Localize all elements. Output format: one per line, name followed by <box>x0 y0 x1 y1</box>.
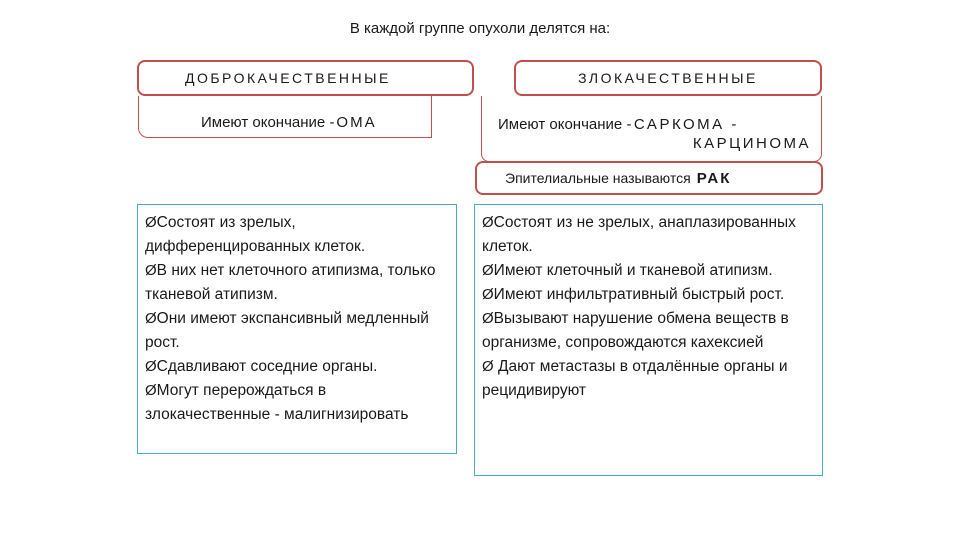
arrow-bullet-icon: Ø <box>145 382 157 399</box>
arrow-bullet-icon: Ø <box>482 286 494 303</box>
malignant-ending-term-1: -САРКОМА - <box>626 116 739 133</box>
list-item: ØМогут перерождаться в злокачественные - малигнизировать <box>145 382 409 423</box>
arrow-bullet-icon: Ø <box>145 214 157 231</box>
malignant-ending-line-1 <box>498 116 811 133</box>
malignant-header <box>514 60 822 96</box>
benign-ending-box <box>138 96 432 138</box>
list-item: ØВызывают нарушение обмена веществ в организме, сопровождаются кахексией <box>482 310 789 351</box>
malignant-header-label: ЗЛОКАЧЕСТВЕННЫЕ <box>578 70 758 86</box>
arrow-bullet-icon: Ø <box>482 358 494 375</box>
list-item: ØОни имеют экспансивный медленный рост. <box>145 310 429 351</box>
list-item: ØСдавливают соседние органы. <box>145 358 378 375</box>
malignant-ending-box <box>481 96 822 162</box>
benign-header-label: ДОБРОКАЧЕСТВЕННЫЕ <box>185 70 391 86</box>
arrow-bullet-icon: Ø <box>145 358 157 375</box>
malignant-ending-prefix: Имеют окончание <box>498 116 623 133</box>
arrow-bullet-icon: Ø <box>482 310 494 327</box>
arrow-bullet-icon: Ø <box>482 262 494 279</box>
benign-ending-prefix: Имеют окончание <box>201 114 326 131</box>
benign-features-list <box>137 204 457 454</box>
benign-ending-term: -ОМА <box>329 114 377 131</box>
list-item: ØИмеют клеточный и тканевой атипизм. <box>482 262 773 279</box>
malignant-features-list <box>474 204 823 476</box>
list-item: ØСостоят из не зрелых, анаплазированных клеток. <box>482 214 796 255</box>
list-item: ØИмеют инфильтративный быстрый рост. <box>482 286 785 303</box>
list-item: ØВ них нет клеточного атипизма, только тканевой атипизм. <box>145 262 436 303</box>
list-item: Ø Дают метастазы в отдалённые органы и рецидивируют <box>482 358 788 399</box>
benign-header <box>137 60 474 96</box>
arrow-bullet-icon: Ø <box>145 310 157 327</box>
malignant-ending-term-2: КАРЦИНОМА <box>692 135 811 152</box>
slide-title: В каждой группе опухоли делятся на: <box>349 20 611 37</box>
epithelial-cancer-box <box>475 161 823 195</box>
arrow-bullet-icon: Ø <box>145 262 157 279</box>
list-item: ØСостоят из зрелых, дифференцированных клеток. <box>145 214 366 255</box>
epithelial-term: РАК <box>696 169 732 187</box>
epithelial-prefix: Эпителиальные называются <box>505 170 691 186</box>
arrow-bullet-icon: Ø <box>482 214 494 231</box>
